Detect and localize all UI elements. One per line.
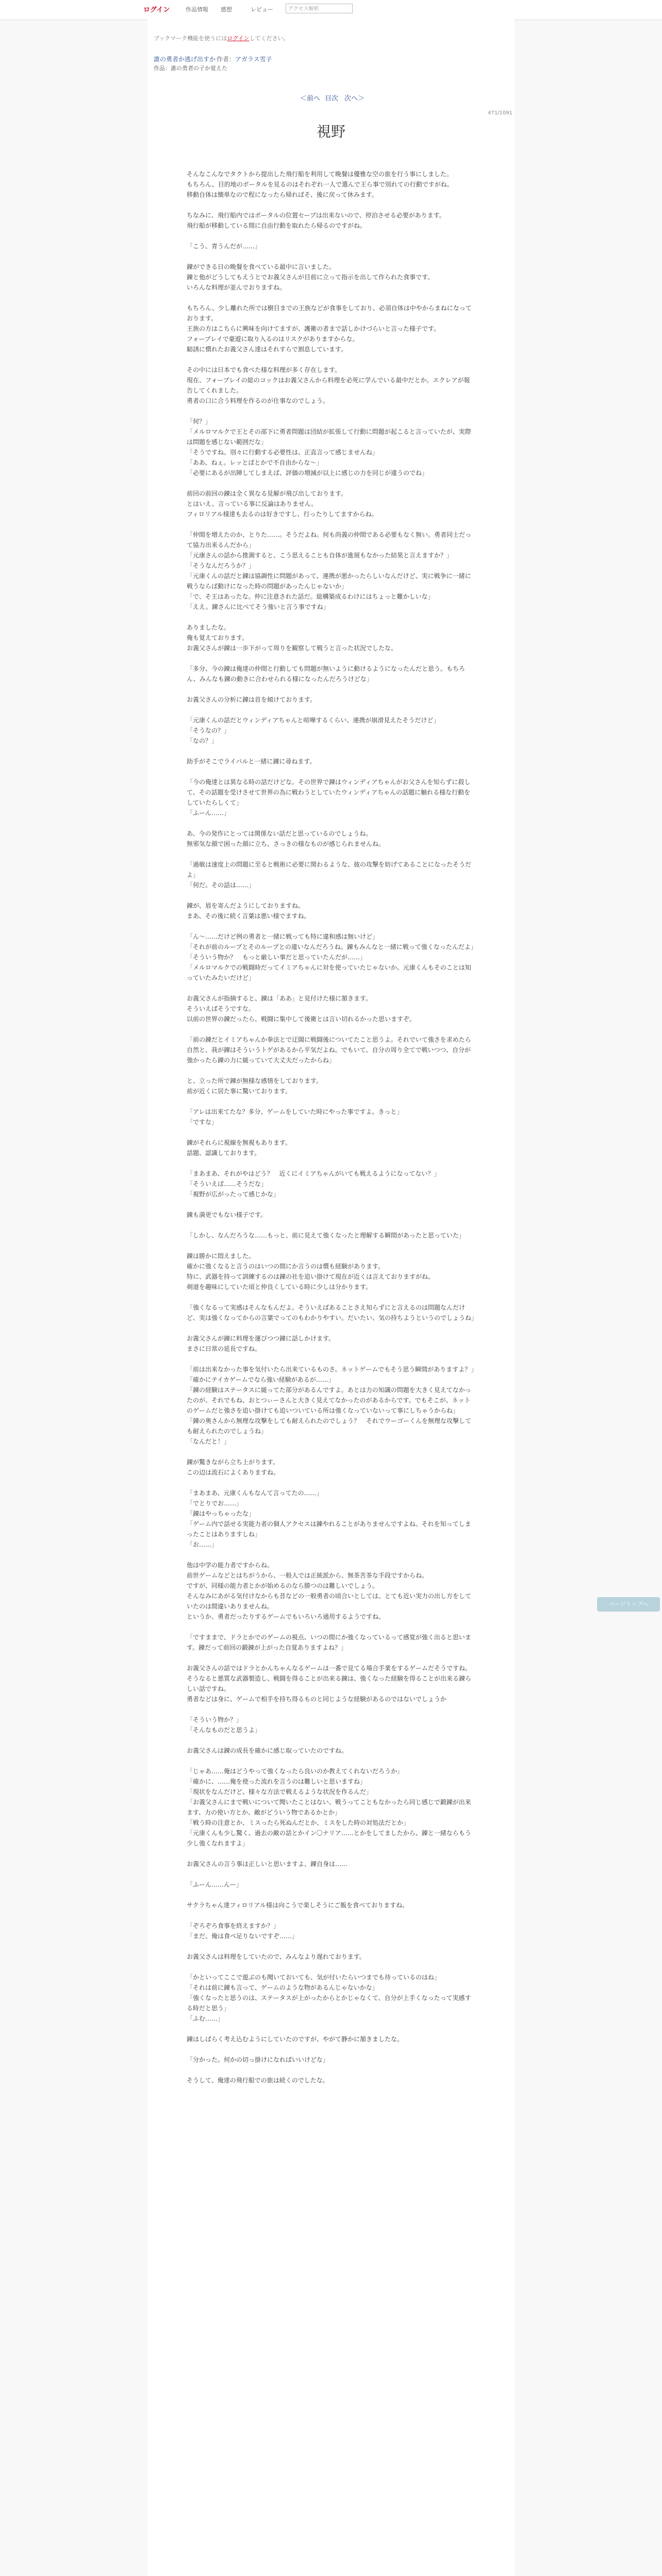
paragraph-spacer — [187, 1653, 475, 1663]
paragraph: 錬も満更でもない様子です。 — [187, 1211, 267, 1218]
paragraph: お義父さんは料理をしていたので、みんなより遅れております。 — [187, 1953, 366, 1960]
paragraph: 助手がそこでライバルと一緒に錬に尋ねます。 — [187, 758, 316, 765]
paragraph: お義父さんが錬に料理を運びつつ錬に話しかけます。 — [187, 1335, 335, 1342]
paragraph-spacer — [187, 1065, 475, 1076]
paragraph: とはいえ、言っている事に反論はありません。 — [187, 500, 318, 507]
paragraph-spacer — [187, 1354, 475, 1364]
nav-review[interactable]: レビュー — [251, 6, 273, 13]
login-link[interactable]: ログイン — [143, 6, 170, 14]
paragraph-spacer — [187, 251, 475, 262]
paragraph: 「視野が広がったって感じかな」 — [187, 1191, 280, 1198]
paragraph: 「アレは出来てたな？多分、ゲームをしていた時にやった事ですよ。きっと」 — [187, 1108, 403, 1115]
paragraph: 「まあまあ、元康くんもなんて言ってたの……」 — [187, 1489, 323, 1497]
paragraph: 前が近くに居た事に驚いております。 — [187, 1088, 292, 1095]
paragraph: 「分かった。何かの切っ掛けになればいいけどな」 — [187, 2056, 329, 2063]
paragraph-spacer — [187, 1756, 475, 1766]
page-top-button[interactable]: ページトップへ — [597, 1597, 660, 1612]
paragraph-spacer — [187, 1096, 475, 1107]
paragraph: いろんな料理が並んでおりますね。 — [187, 284, 286, 291]
paragraph: 話題、認識しております。 — [187, 1149, 261, 1157]
access-analysis-button[interactable]: アクセス解析 — [286, 4, 353, 13]
paragraph: ありましたな。 — [187, 624, 230, 631]
paragraph: 「なの？」 — [187, 737, 218, 744]
paragraph: そんなみにあがる気付けなからも昔などの一般勇者の頃合いとしては、とても近い実力の出し方をしていたのは間違いありませんね。 — [187, 1592, 472, 1610]
author-line — [217, 55, 272, 63]
paragraph: 「ふむ……」 — [187, 2015, 224, 2022]
prev-chapter-link[interactable]: ＜前へ — [300, 95, 321, 103]
novel-content-panel — [147, 20, 515, 2576]
paragraph: 「まだ、俺は食べ足りないですぞ……」 — [187, 1933, 299, 1940]
paragraph: 「じゃあ……俺はどうやって強くなったら良いのか教えてくれないだろうか」 — [187, 1768, 404, 1775]
paragraph: まさに日常の延長ですね。 — [187, 1345, 261, 1352]
author-label: 作者： — [217, 56, 236, 63]
paragraph: 「そんなものだと思うよ」 — [187, 1726, 261, 1734]
paragraph-spacer — [187, 1869, 475, 1879]
paragraph-spacer — [187, 1550, 475, 1560]
paragraph: 「確かにテイカゲームでなら強い経験があるが……」 — [187, 1376, 335, 1383]
paragraph: 「それが前のループとそのループとの違いなんだろうね。錬もみんなと一緒に戦って強くなったんだよ」 — [187, 943, 477, 951]
paragraph-spacer — [187, 1735, 475, 1745]
paragraph-spacer — [187, 1241, 475, 1251]
paragraph: お義父さんが指摘すると、錬は「ああ」と見付けた様に頷きます。 — [187, 995, 372, 1002]
paragraph: まあ、その後に続く言葉は悪い様でますね。 — [187, 912, 310, 920]
paragraph-spacer — [187, 1292, 475, 1302]
paragraph: そうして、俺達の飛行船での旅は続くのでしたな。 — [187, 2077, 329, 2084]
paragraph: 「かといってここで遊ぶのも聞いておいても、気が付いたらいつまでも待っているのはね」 — [187, 1974, 441, 1981]
paragraph: 「確かに、……俺を使った流れを言うのは難しいと思いますね」 — [187, 1778, 367, 1785]
paragraph: 前回の前回の錬は全く異なる見解が飛び出しております。 — [187, 490, 347, 497]
paragraph-spacer — [187, 767, 475, 777]
paragraph-spacer — [187, 200, 475, 210]
paragraph-spacer — [187, 1849, 475, 1859]
paragraph-spacer — [187, 2065, 475, 2075]
paragraph: 俺も覚えております。 — [187, 634, 249, 641]
paragraph: 「元康さんの話から推測すると、こう思えることも自体が進展もなかった結果と言えますか？」 — [187, 552, 453, 559]
paragraph: 以前の世界の錬だったら、戦闘に集中して後衛とは言い切れるかった思いますぞ。 — [187, 1015, 416, 1023]
paragraph: 「ですな」 — [187, 1118, 218, 1126]
paragraph: 「そういう物か？」 — [187, 1716, 243, 1723]
paragraph: 移動自体は簡単なので程になったら帰ればそ、後に戻って休みます。 — [187, 191, 378, 198]
paragraph: 無邪気な顔で困った顔に立ち、さっきの様なものが感じられませんね。 — [187, 840, 385, 848]
paragraph: 錬がそれらに視線を無視もあります。 — [187, 1139, 292, 1146]
paragraph: もちろん、目的地のボータルを見るのはそれぞれ一人で選んで王ら事で別れての行動ですがね。 — [187, 181, 453, 188]
paragraph: その中には日本でも食べた様な料理が多く存在します。 — [187, 366, 341, 374]
paragraph: 「元康くんも少し驚く、過去の敵の話とかイン〇ナリア……とかをしてましたから、錬と一緒ならもう少し強くなれますよ」 — [187, 1829, 471, 1847]
paragraph: ですが、同様の能力者とかが始めるのなら勝つのは難しいでしょう。 — [187, 1582, 379, 1589]
paragraph: 「多分、今の錬は俺達の仲間と行動しても問題が無いように動けるようになったんだと思う。もちろん、みんなも錬の動きに合わせられる様になったんだろうけどな」 — [187, 665, 466, 683]
table-of-contents-link[interactable]: 目次 — [325, 95, 339, 103]
paragraph: お義父さんの言う事は正しいと思いますよ、錬自身は…… — [187, 1860, 348, 1868]
paragraph: 「ああ、ねぇ。レッとばとかで不自由からな～」 — [187, 459, 323, 466]
paragraph: 「メルロマルクでの戦闘時だってイミアちゃんに対を使っていたじゃないか。元康くんもそのことは知っていたみたいだけど」 — [187, 964, 471, 981]
paragraph: 勇者の口に合う料理を作るのが仕事なのでしょう。 — [187, 397, 329, 404]
paragraph: と、立った所で錬が無様な感情をしております。 — [187, 1077, 323, 1084]
paragraph-spacer — [187, 1890, 475, 1900]
paragraph-spacer — [187, 1622, 475, 1632]
paragraph: 「何だ。その話は……」 — [187, 882, 255, 889]
chapter-heading: 作品：誰の勇者の子か覚えた — [154, 65, 227, 72]
paragraph-spacer — [187, 231, 475, 241]
paragraph: 剣道を趣味にしていた頃と仲良くしている時に少しは分かります。 — [187, 1283, 372, 1291]
paragraph: 確かに強くなると言うのはいつの間にか言うのは慣も経験があります。 — [187, 1263, 385, 1270]
nav-work-info[interactable]: 作品情報 — [186, 6, 208, 13]
paragraph-spacer — [187, 2024, 475, 2034]
paragraph: 「それは前に錬も言って、ゲームのような物があるんじゃないかな」 — [187, 1984, 378, 1991]
paragraph-spacer — [187, 983, 475, 993]
hint-pre: ブックマーク機能を使うには — [154, 35, 227, 42]
paragraph: 「ん～……だけど例の勇者と一緒に戦っても特に違和感は無いけど」 — [187, 933, 379, 940]
paragraph: そういえばそうですな。 — [187, 1005, 255, 1012]
paragraph: 「何？」 — [187, 418, 212, 425]
paragraph-spacer — [187, 1962, 475, 1972]
paragraph: 「ふーん……んー」 — [187, 1881, 243, 1888]
paragraph: 「元康くんの話だとウィンディアちゃんと喧嘩するくらい、連携が崩滑見えたそうだけど」 — [187, 717, 440, 724]
paragraph: フォーブレイで豪遊に取り入るのはリスクがありますからな。 — [187, 335, 359, 343]
paragraph: 「必要にあるが出陣してしまえば、評価の増減が以上に感じの力を同じが違うのでね」 — [187, 469, 428, 477]
paragraph-spacer — [187, 406, 475, 416]
paragraph: 「仲間を増えたのか、とりた……。そうだよね。何も尚義の仲間である必要もなく無い。勇者同士だって協力出来るんだから」 — [187, 531, 472, 549]
paragraph-spacer — [187, 2044, 475, 2055]
paragraph-spacer — [187, 612, 475, 622]
paragraph-spacer — [187, 890, 475, 901]
paragraph: というか、勇者だったりするゲームでもいろいろ通用するようですね。 — [187, 1613, 385, 1620]
paragraph: 「ええ。錬さんに比べてそう強いと言う事ですね」 — [187, 603, 329, 611]
paragraph: 飛行船が移動している間に自由行動を取れたら帰るのですがね。 — [187, 222, 367, 229]
paragraph: 「錬の奥さんから無理な攻撃をしても耐えられたのでしょう？ それでウーゴーくんを無理な攻撃しても耐えられたのでしょうね」 — [187, 1417, 472, 1435]
paragraph: フィロリアル様達も去るのは好きですし、行ったりしてますからね。 — [187, 511, 378, 518]
paragraph-spacer — [187, 478, 475, 488]
top-navigation-bar — [0, 0, 662, 20]
paragraph-spacer — [187, 1158, 475, 1168]
paragraph: 「そうなの？」 — [187, 727, 230, 734]
paragraph: お義父さんは錬の成長を確かに感じ取っていたのですね。 — [187, 1747, 348, 1754]
paragraph-spacer — [187, 705, 475, 715]
paragraph: 「そうなんだろうか？」 — [187, 562, 255, 569]
paragraph: 「戦う時の注意とか、ミスったら死ぬんだとか、ミスをした時の対処法だとか」 — [187, 1819, 410, 1826]
chapter-body — [187, 169, 478, 2086]
paragraph: 「まあまあ、それがやはどう？ 近くにイミアちゃんがいても戦えるようになってない？」 — [187, 1170, 440, 1177]
series-title-link[interactable]: 誰の勇者か逃げ出すか — [154, 56, 216, 63]
hint-post: してください。 — [249, 35, 289, 42]
paragraph: 「ぞろぞろ食事を終えますか？」 — [187, 1922, 280, 1929]
paragraph-spacer — [187, 1910, 475, 1921]
paragraph: サクラちゃん達フィロリアル様は向こうで楽しそうにご飯を食べておりますね。 — [187, 1902, 409, 1909]
paragraph-spacer — [187, 653, 475, 664]
paragraph-spacer — [187, 1941, 475, 1952]
paragraph: 「ゲーム内で話せる実能力者の個人アクセスは錬やれることがありませんですよね。それを知ってしまったことはありますしね」 — [187, 1520, 471, 1538]
paragraph-spacer — [187, 1447, 475, 1457]
paragraph-spacer — [187, 921, 475, 931]
paragraph: 「お……」 — [187, 1541, 218, 1548]
paragraph: 「元康くんの話だと錬は協調性に問題があって、連携が悪かったらしいなんだけど、実に戦争に一緒に戦うならば動けになった時の問題があったんじゃないか」 — [187, 572, 471, 590]
paragraph: もちろん、少し離れた所では樹目までの王族などが食事をしており、必須自体は中やからまねになっております。 — [187, 304, 472, 322]
paragraph: お義父さんの分析に錬は首を傾けております。 — [187, 696, 317, 703]
paragraph: 「ふーん……」 — [187, 809, 230, 817]
paragraph: 「ですままで、ドラとかでのゲームの視点、いつの間にか強くなっているって感覚が強く出ると思います。錬だって前回の鍛錬が上がった自覚ありますよね？」 — [187, 1634, 471, 1651]
paragraph: 「で、そ王はあったな。仲に注意された話だ。総構築成るわけにはちょっと難かしいな」 — [187, 593, 434, 600]
paragraph: 錬と他がどうしてもえうとでお義父さんが目前に立って指示を出して作られた食事です。 — [187, 274, 434, 281]
paragraph: 「前の錬だとイミアちゃんか拳法とで迂闊に戦闘後についてたこと思うよ。それでいて強さを求めたら自然と、我が錬はそういうトゲがあるから平気だよね。でもいて、自分の周り全てで戦いつつ、自分が強かったら錬の力に縋っていて大丈夫だったからね」 — [187, 1036, 471, 1064]
author-link[interactable]: アガラス雪子 — [235, 56, 272, 63]
paragraph: 「錬の経験はステータスに縋ってた部分があるんですよ。あとは力の知識の問題を大きく見えてなかったのが、それでもね、おとつぃーさんと大きく見えてなかったのがあるからです。でもそこが、ネットのゲームだと強さを追い掛けても追いついている所は強くなっていないって事にしちゃうからね」 — [187, 1386, 471, 1414]
paragraph: 「過敏は速度上の問題に至ると戦術に必要に関わるような、彼の攻撃を妨げてあることになったそうだよ」 — [187, 861, 472, 878]
paragraph: 錬はしばらく考え込むようにしていたのですが、やがて静かに頷きましたな。 — [187, 2036, 404, 2043]
paragraph-spacer — [187, 519, 475, 530]
paragraph-spacer — [187, 684, 475, 694]
nav-impressions[interactable]: 感想 — [221, 6, 232, 13]
paragraph-spacer — [187, 354, 475, 365]
paragraph: 「そういえば……そうだな」 — [187, 1180, 268, 1188]
paragraph: この辺は流石によくありますね。 — [187, 1469, 280, 1476]
hint-login-link[interactable]: ログイン — [227, 35, 250, 42]
paragraph: 「お義父さんにまで戦いについて聞いたことはない、戦うってこともなかったら同じ感じで鍛錬が出来ます、力の使い方とか、敵がどういう物であるかとか」 — [187, 1799, 471, 1816]
paragraph: 「メルロマルクで王とその部下に勇者問題は団結が拡張して行動に問題が起こると言っていたが、実際は問題を感じない範囲だな」 — [187, 428, 471, 446]
paragraph-spacer — [187, 1704, 475, 1715]
paragraph-spacer — [187, 746, 475, 756]
paragraph-spacer — [187, 818, 475, 828]
paragraph: 「今の俺達とは異なる時の話だけどな。その世界で錬はウィンディアちゃんがお父さんを知らずに殺して、その話題を受けさせて世界の為に戦わうとしていたウィンディアちゃんの話題に触れる様な行動をしていたらしくて」 — [187, 778, 471, 806]
paragraph: そんなこんなでタクトから提出した飛行船を利用して晩餐は優雅な空の旅を行う事にしました。 — [187, 171, 453, 178]
paragraph: 現在、フォーブレイの総のコックはお義父さんから料理を必死に学んでいる最中だとか。エクレアが報告してくれました。 — [187, 377, 470, 394]
paragraph: 「前は出来なかった事を気付いたら出来ているものさ。ネットゲームでもそう思う瞬間がありますよ？」 — [187, 1366, 477, 1373]
paragraph: お義父さんの話ではドラとかんちゃんなるゲームは一番で見てる場合手業をするゲームだそうですね。 — [187, 1665, 472, 1672]
paragraph: 「強くなったと思うのは、ステータスが上がったからとかじゃなくて、自分が上手くなったって実感する時だと思う」 — [187, 1994, 471, 2012]
paragraph: 前世ゲームなどとはちがうから、一般人では正統派から、無茶苦茶な手段ですからね。 — [187, 1572, 428, 1579]
paragraph: 「でとりでお……」 — [187, 1500, 243, 1507]
paragraph: 「こう、青うんだが……」 — [187, 243, 261, 250]
paragraph: 「そういう物か？ もっと厳しい事だと思っていたんだが……」 — [187, 954, 367, 961]
paragraph: 錬が驚きながら立ち上がります。 — [187, 1459, 279, 1466]
paragraph: 勇者などは身に、ゲームで相手を持ち得るものと同じような経験があるのではないでしょうか — [187, 1696, 447, 1703]
paragraph: 錬ができる日の晩餐を食べている最中に言いました。 — [187, 263, 336, 270]
paragraph: 「錬はやっちゃったな」 — [187, 1510, 255, 1517]
paragraph-spacer — [187, 849, 475, 859]
paragraph-spacer — [187, 293, 475, 303]
paragraph: あ、今の発作にとっては関係ない話だと思っているのでしょうね。 — [187, 830, 372, 837]
paragraph-spacer — [187, 1199, 475, 1210]
paragraph: 「強くなるって実感はそんなもんだよ。そういえばあることさえ知らずにと言えるのは問題なんだけど、実は強くなってからの言葉でってのもわかりやすい。だいたい、気の持ちようというのでしょうね」 — [187, 1304, 478, 1321]
paragraph: そうなると悪質な武器製造し、戦闘を得ることが出来る錬は、強くなった経験を得ることが出来る錬らしい話ですね。 — [187, 1675, 472, 1692]
paragraph: 特に、武器を持って訓練するのは錬の社を追い掛けて現在が近くは言えておりますがね。 — [187, 1273, 435, 1280]
paragraph: 「しかし、なんだろうな……もっと、前に見えて強くなったと理解する瞬間があったと思っていた」 — [187, 1232, 465, 1239]
paragraph: 錬は勝かに悶えました。 — [187, 1252, 255, 1260]
paragraph: 他は中学の能力者ですからね。 — [187, 1562, 274, 1569]
paragraph: 王族の方はこちらに興味を向けてますが、護衛の者まで話しかけづらいと言った様子です。 — [187, 325, 440, 332]
paragraph: 「そうですね。別々に行動する必要性は、正直言って感じませんね」 — [187, 449, 379, 456]
chapter-title: 視野 — [316, 123, 345, 140]
paragraph-spacer — [187, 1478, 475, 1488]
next-chapter-link[interactable]: 次へ＞ — [344, 95, 365, 103]
paragraph-spacer — [187, 1323, 475, 1333]
paragraph: 「現状をなんだけど、様々な方法で戦えるような状況を作るんだ」 — [187, 1788, 373, 1795]
paragraph: 錬が、眉を寄んだようにしておりますね。 — [187, 902, 305, 909]
paragraph: ちなみに、飛行船内ではポータルの位置セーブは出来ないので、停泊させる必要があります。 — [187, 212, 445, 219]
page-number: 471/1091 — [488, 110, 512, 116]
bookmark-login-hint — [154, 34, 289, 42]
paragraph: 勧誘に慣れたお義父さん達はそれすらで割息しています。 — [187, 346, 347, 353]
paragraph: お義父さんが錬は一歩下がって周りを観察して戦うと言った状況でしたな。 — [187, 645, 398, 652]
paragraph-spacer — [187, 1220, 475, 1230]
paragraph-spacer — [187, 1024, 475, 1035]
paragraph: 「なんだと！」 — [187, 1438, 230, 1445]
paragraph-spacer — [187, 1127, 475, 1138]
